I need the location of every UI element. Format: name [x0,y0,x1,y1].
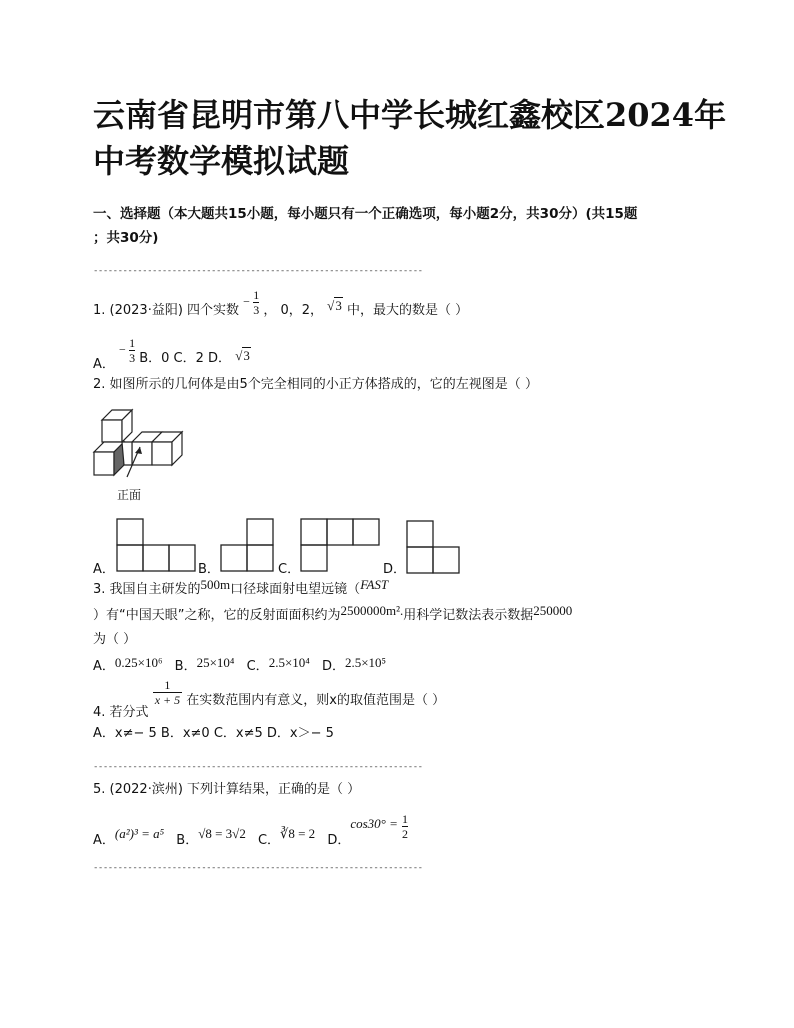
section-heading-line-1: 一、选择题（本大题共15小题，每小题只有一个正确选项，每小题2分，共30分）(共15题 [93,206,638,222]
question-3-line-2: ）有“中国天眼”之称，它的反射面面积约为2500000m².用科学记数法表示数据250000 [93,603,573,623]
q2-option-a-label: A． [93,562,115,577]
question-3-line-1: 3. 我国自主研发的500m口径球面射电望远镜（FAST [93,577,389,597]
question-3-options: A．0.25×10⁶ B．25×10⁴ C．2.5×10⁴ D．2.5×10⁵ [93,655,387,674]
question-1-stem: 1. (2023·益阳) 四个实数 − $\frac{1}{3}$ ， 0，2， √3 中，最大的数是（ ） [93,288,469,318]
q1-sqrt: √3 [327,298,342,313]
q2-solid-figure [92,405,202,500]
question-5-stem: 5. (2022·滨州) 下列计算结果，正确的是（ ） [93,782,361,797]
q2-option-b-label: B． [198,562,220,577]
section-heading-line-2: ；共30分) [93,230,159,246]
q5-option-d-fraction: $\frac{1}{2}$ [402,812,409,841]
q2-option-d-figure [406,520,462,574]
title-line-1: 云南省昆明市第八中学长城红鑫校区2024年 [93,96,727,134]
q2-front-label: 正面 [117,488,142,502]
page-title [93,92,733,184]
question-3-line-3: 为（ ） [93,632,137,647]
divider-3: ------------------------------------------------------------------- [93,863,423,873]
question-4-stem: 4. 若分式 $\frac{1}{x + 5}$ 在实数范围内有意义，则x的取值范围是（ ） [93,678,446,720]
question-1-options: A． − $\frac{1}{3}$ B．0 C．2 D． √3 [93,336,250,372]
question-5-options: A．(a²)³ = a⁵ B．√8 = 3√2 C．∛8 = 2 D．cos30° = $\frac{1}{2}$ [93,812,409,848]
divider-1: ------------------------------------------------------------------- [93,266,423,276]
q2-option-b-figure [220,518,276,572]
section-heading [93,202,713,250]
q2-option-c-figure [300,518,382,572]
q2-option-a-figure [116,518,196,572]
q1-option-a-fraction: − $\frac{1}{3}$ [119,336,136,365]
divider-2: ------------------------------------------------------------------- [93,762,423,772]
title-line-2: 中考数学模拟试题 [93,142,350,180]
question-2-stem: 2. 如图所示的几何体是由5个完全相同的小正方体搭成的，它的左视图是（ ） [93,377,538,392]
q2-option-c-label: C． [278,562,301,577]
q2-option-d-label: D． [383,562,407,577]
q4-fraction: $\frac{1}{x + 5}$ [154,678,181,707]
q1-fraction: − $\frac{1}{3}$ [243,288,260,317]
question-4-options: A．x≠− 5 B．x≠0 C．x≠5 D．x＞− 5 [93,726,334,741]
